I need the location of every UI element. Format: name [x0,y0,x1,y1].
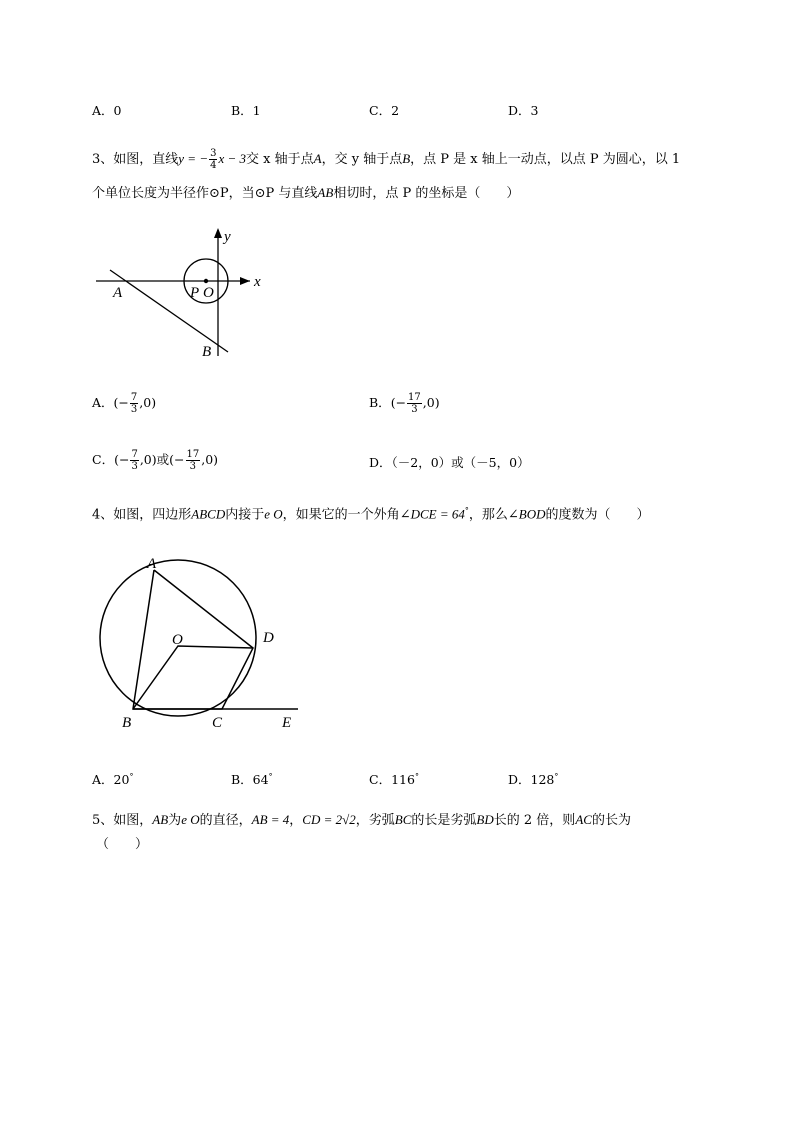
q4-label-d: D [263,630,274,646]
q4-option-b: B．64° [231,771,273,787]
q3-line1: 3、如图，直线y = − $\frac{3}{4}$ x − 3交 x 轴于点A，交 y 轴于点B，点 P 是 x 轴上一动点，以点 P 为圆心，以 1 [92,148,681,171]
q5-line1: 5、如图，AB为e O的直径，AB = 4，CD = 2√2，劣弧BC的长是劣弧BD长的 2 倍，则AC的长为 [92,812,631,828]
q3-label-p: P [190,285,200,301]
q4-label-o: O [172,632,183,648]
q4-option-a: A．20° [92,771,134,787]
q3-label-o: O [203,285,214,301]
q3-fraction: $\frac{3}{4}$ [210,148,217,171]
q2-option-c: C．2 [369,103,400,118]
q3-eq-prefix: y = − [178,151,209,166]
q2-option-a: A．0 [92,103,122,118]
q3-eq-suffix: x − 3 [218,151,247,166]
q3-number: 3、如图，直线 [92,152,179,167]
q4-figure [90,548,310,733]
q4-label-e: E [282,715,292,731]
q3-line2: 个单位长度为半径作⊙P，当⊙P 与直线AB相切时，点 P 的坐标是（ ） [92,185,520,201]
q4-label-a: A [147,556,157,572]
q3-option-d: D．（－2，0）或（－5，0） [369,455,530,470]
q3-label-b: B [202,344,212,360]
q3-option-b: B．(− $\frac{17}{3}$ ,0) [369,392,440,415]
q4-label-c: C [212,715,223,731]
q5-line2: （ ） [96,837,149,852]
q3-option-a: A．(− $\frac{7}{3}$ ,0) [92,392,157,415]
q3-label-x: x [254,274,261,290]
q2-option-d: D．3 [508,103,539,118]
q4-line1: 4、如图，四边形ABCD内接于e O，如果它的一个外角∠DCE = 64°，那么∠BOD的度数为（ ） [92,506,650,523]
q3-option-c: C．(− $\frac{7}{3}$ ,0)或(− $\frac{17}{3}$ ,0) [92,449,219,472]
q3-label-a: A [113,285,123,301]
q2-option-b: B．1 [231,103,261,118]
q4-label-b: B [122,715,132,731]
q4-option-d: D．128° [508,771,559,787]
q3-label-y: y [224,229,231,245]
q3-figure [90,222,280,362]
q4-option-c: C．116° [369,771,419,787]
